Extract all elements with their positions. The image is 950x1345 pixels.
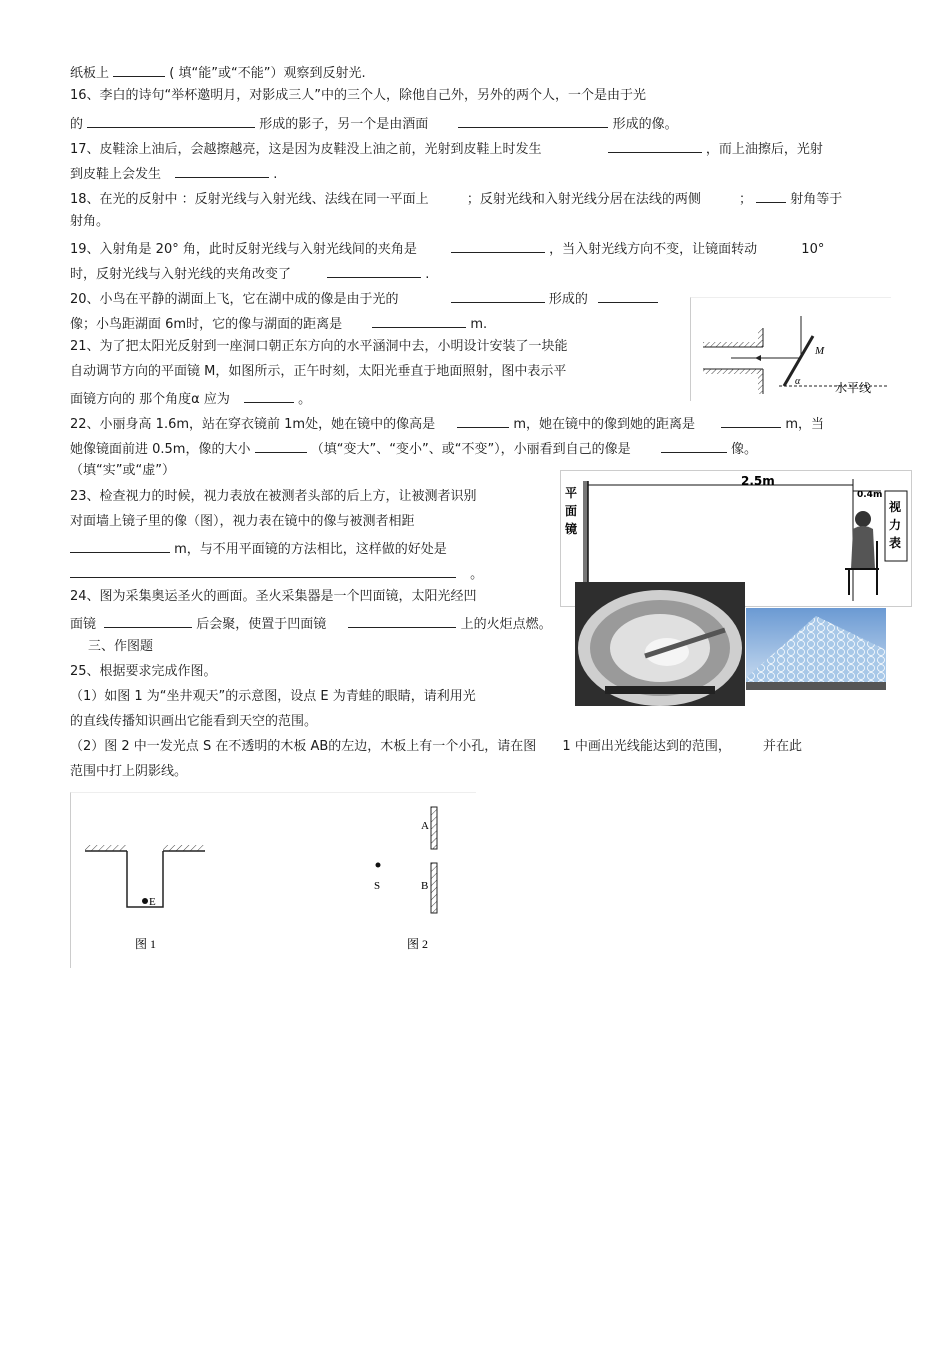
text: 到皮鞋上会发生 bbox=[70, 167, 162, 182]
q25-diagram bbox=[71, 793, 476, 968]
figure-mirror-tunnel bbox=[690, 297, 891, 401]
answer-blank[interactable] bbox=[348, 613, 456, 628]
text: ( 填“能”或“不能”）观察到反射光. bbox=[169, 66, 366, 81]
caption-bar bbox=[605, 686, 715, 694]
ground-right-hatch bbox=[163, 845, 205, 851]
text: 形成的 bbox=[548, 292, 588, 307]
tunnel-top-wall bbox=[703, 342, 763, 347]
answer-blank[interactable] bbox=[255, 438, 307, 453]
q23-line1: 23、检查视力的时候，视力表放在被测者头部的后上方，让被测者识别 bbox=[70, 489, 477, 504]
mirror-diagram bbox=[691, 298, 891, 401]
q16-line1: 16、李白的诗句“举杯邀明月，对影成三人”中的三个人，除他自己外，另外的两个人，一个是由于光 bbox=[70, 88, 647, 103]
text: 1 中画出光线能达到的范围， bbox=[562, 739, 731, 754]
q20-line2 bbox=[70, 313, 487, 334]
text: ，当入射光线方向不变，让镜面转动 bbox=[549, 242, 758, 257]
text: 她像镜面前进 0.5m，像的大小 bbox=[70, 442, 251, 457]
text: 18、在光的反射中 ：反射光线与入射光线、法线在同一平面上 bbox=[70, 192, 429, 207]
text: m，当 bbox=[785, 417, 824, 432]
text: 上的火炬点燃。 bbox=[460, 617, 552, 632]
label-chart-3: 表 bbox=[889, 536, 902, 550]
q21-line1: 21、为了把太阳光反射到一座洞口朝正东方向的水平涵洞中去，小明设计安装了一块能 bbox=[70, 339, 568, 354]
q18-line2: 射角。 bbox=[70, 214, 110, 229]
text: m，她在镜中的像到她的距离是 bbox=[513, 417, 696, 432]
answer-blank[interactable] bbox=[756, 188, 786, 203]
text: 面镜 bbox=[70, 617, 97, 632]
text: ； bbox=[738, 192, 752, 207]
tunnel-bottom-wall bbox=[703, 369, 763, 374]
text: 。 bbox=[298, 392, 312, 407]
answer-blank[interactable] bbox=[661, 438, 727, 453]
label-horizontal: 水平线 bbox=[835, 381, 872, 395]
answer-blank[interactable] bbox=[598, 288, 658, 303]
text: 像。 bbox=[730, 442, 757, 457]
answer-blank[interactable] bbox=[458, 113, 608, 128]
q23-line3 bbox=[70, 538, 447, 559]
answer-blank[interactable] bbox=[70, 538, 170, 553]
q23-line4 bbox=[70, 563, 483, 584]
board-b bbox=[431, 863, 437, 913]
q17-line1 bbox=[70, 138, 823, 159]
q18-line1 bbox=[70, 188, 842, 209]
label-a: A bbox=[421, 820, 429, 832]
figure-q25 bbox=[70, 792, 476, 968]
text: . bbox=[425, 267, 430, 282]
answer-blank[interactable] bbox=[244, 388, 294, 403]
q25-1-line2: 的直线传播知识画出它能看到天空的范围。 bbox=[70, 714, 318, 729]
q15-tail bbox=[70, 62, 366, 83]
person-head bbox=[855, 511, 871, 527]
answer-blank[interactable] bbox=[451, 288, 545, 303]
answer-blank[interactable] bbox=[104, 613, 192, 628]
q25-2-line2: 范围中打上阴影线。 bbox=[70, 764, 188, 779]
text: m. bbox=[470, 317, 488, 332]
wall-upper-hatch bbox=[758, 328, 763, 347]
q21-line3 bbox=[70, 388, 311, 409]
q16-line2 bbox=[70, 113, 678, 134]
wall-lower-hatch bbox=[758, 369, 763, 394]
answer-blank[interactable] bbox=[175, 163, 269, 178]
person-body bbox=[851, 526, 875, 569]
text: 纸板上 bbox=[70, 66, 110, 81]
text: 22、小丽身高 1.6m，站在穿衣镜前 1m处，她在镜中的像高是 bbox=[70, 417, 436, 432]
photo-water-cube bbox=[746, 608, 886, 690]
text: 的 bbox=[70, 117, 84, 132]
label-mirror-2: 面 bbox=[565, 504, 578, 518]
board-a bbox=[431, 807, 437, 849]
label-distance: 2.5m bbox=[741, 474, 775, 488]
label-mirror-3: 镜 bbox=[565, 522, 578, 536]
water-cube-photo bbox=[746, 608, 886, 690]
point-s bbox=[376, 863, 381, 868]
text: 20、小鸟在平静的湖面上飞，它在湖中成的像是由于光的 bbox=[70, 292, 399, 307]
point-e bbox=[142, 898, 148, 904]
ground-left-hatch bbox=[85, 845, 127, 851]
text: （填“变大”、“变小”、或“不变”），小丽看到自己的像是 bbox=[310, 442, 631, 457]
q22-line1 bbox=[70, 413, 824, 434]
text: . bbox=[273, 167, 278, 182]
section-title: 三、作图题 bbox=[88, 639, 154, 654]
q17-line2 bbox=[70, 163, 277, 184]
label-alpha: α bbox=[795, 376, 801, 387]
label-b: B bbox=[421, 880, 429, 892]
label-chart-2: 力 bbox=[889, 518, 902, 532]
answer-blank[interactable] bbox=[457, 413, 509, 428]
answer-blank[interactable] bbox=[451, 238, 545, 253]
answer-blank[interactable] bbox=[327, 263, 421, 278]
label-small-distance: 0.4m bbox=[857, 490, 883, 500]
text: 后会聚，使置于凹面镜 bbox=[196, 617, 327, 632]
text: 形成的像。 bbox=[612, 117, 678, 132]
arrow-icon bbox=[755, 355, 761, 361]
q24-line1: 24、图为采集奥运圣火的画面。圣火采集器是一个凹面镜，太阳光经凹 bbox=[70, 589, 477, 604]
q25-2-line1 bbox=[70, 738, 802, 756]
text: 射角等于 bbox=[790, 192, 843, 207]
label-m: M bbox=[815, 345, 825, 357]
q19-line2 bbox=[70, 263, 429, 284]
text: 19、入射角是 20° 角，此时反射光线与入射光线间的夹角是 bbox=[70, 242, 417, 257]
text: 并在此 bbox=[762, 739, 802, 754]
answer-blank[interactable] bbox=[721, 413, 781, 428]
torch-photo bbox=[575, 582, 745, 706]
answer-blank[interactable] bbox=[70, 563, 456, 578]
text: 时，反射光线与入射光线的夹角改变了 bbox=[70, 267, 292, 282]
q23-line2: 对面墙上镜子里的像（图），视力表在镜中的像与被测者相距 bbox=[70, 514, 415, 529]
text: ；反射光线和入射光线分居在法线的两侧 bbox=[466, 192, 701, 207]
answer-blank[interactable] bbox=[87, 113, 255, 128]
text: 面镜方向的 那个角度α 应为 bbox=[70, 392, 230, 407]
text: 形成的影子，另一个是由酒面 bbox=[259, 117, 429, 132]
answer-blank[interactable] bbox=[372, 313, 466, 328]
q24-line2 bbox=[70, 613, 552, 634]
caption-fig1: 图 1 bbox=[135, 937, 157, 951]
text: 17、皮鞋涂上油后，会越擦越亮，这是因为皮鞋没上油之前，光射到皮鞋上时发生 bbox=[70, 142, 542, 157]
q19-line1 bbox=[70, 238, 824, 259]
ground bbox=[746, 682, 886, 690]
q25-title: 25、根据要求完成作图。 bbox=[70, 664, 217, 679]
q22-line3: （填“实”或“虚”） bbox=[70, 463, 175, 478]
text: ，而上油擦后，光射 bbox=[705, 142, 823, 157]
label-chart-1: 视 bbox=[889, 500, 902, 514]
q22-line2 bbox=[70, 438, 757, 459]
text: 10° bbox=[801, 242, 825, 257]
answer-blank[interactable] bbox=[608, 138, 702, 153]
text: m，与不用平面镜的方法相比，这样做的好处是 bbox=[174, 542, 447, 557]
q21-line2: 自动调节方向的平面镜 M，如图所示，正午时刻，太阳光垂直于地面照射，图中表示平 bbox=[70, 364, 567, 379]
q20-line1 bbox=[70, 288, 658, 309]
q25-1-line1: （1）如图 1 为“坐井观天”的示意图，设点 E 为青蛙的眼睛，请利用光 bbox=[70, 689, 476, 704]
photo-torch bbox=[575, 582, 745, 706]
text: 。 bbox=[470, 567, 484, 582]
answer-blank[interactable] bbox=[113, 62, 165, 77]
caption-fig2: 图 2 bbox=[407, 937, 429, 951]
label-e: E bbox=[149, 896, 156, 908]
text: 像；小鸟距湖面 6m时，它的像与湖面的距离是 bbox=[70, 317, 343, 332]
label-mirror-1: 平 bbox=[565, 486, 578, 500]
text: （2）图 2 中一发光点 S 在不透明的木板 AB的左边，木板上有一个小孔，请在图 bbox=[70, 739, 537, 754]
label-s: S bbox=[374, 880, 381, 892]
